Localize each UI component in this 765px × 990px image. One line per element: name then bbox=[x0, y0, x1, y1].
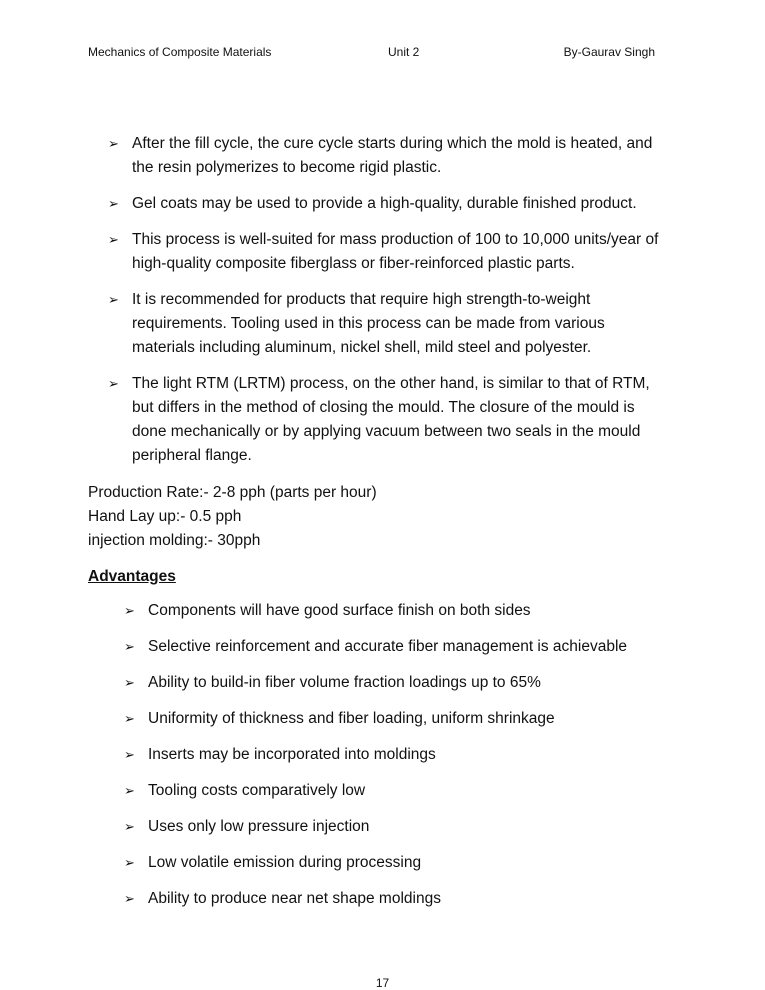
list-item bbox=[124, 635, 684, 659]
advantages-heading: Advantages bbox=[88, 568, 176, 585]
arrow-bullet-icon: ➢ bbox=[108, 292, 119, 307]
header-author: By-Gaurav Singh bbox=[563, 45, 655, 59]
arrow-bullet-icon: ➢ bbox=[108, 136, 119, 151]
list-item bbox=[124, 707, 684, 731]
arrow-bullet-icon: ➢ bbox=[124, 783, 135, 798]
production-rate-line: Production Rate:- 2-8 pph (parts per hour) bbox=[88, 484, 377, 501]
list-item bbox=[108, 132, 668, 180]
hand-lay-up-rate-line: Hand Lay up:- 0.5 pph bbox=[88, 508, 242, 525]
header-unit: Unit 2 bbox=[388, 45, 420, 59]
arrow-bullet-icon: ➢ bbox=[108, 196, 119, 211]
arrow-bullet-icon: ➢ bbox=[108, 232, 119, 247]
list-item bbox=[108, 228, 668, 276]
arrow-bullet-icon: ➢ bbox=[124, 855, 135, 870]
arrow-bullet-icon: ➢ bbox=[124, 891, 135, 906]
list-item-text: Inserts may be incorporated into moldings bbox=[148, 746, 436, 763]
arrow-bullet-icon: ➢ bbox=[124, 675, 135, 690]
arrow-bullet-icon: ➢ bbox=[108, 376, 119, 391]
list-item bbox=[108, 372, 668, 468]
arrow-bullet-icon: ➢ bbox=[124, 819, 135, 834]
list-item bbox=[124, 851, 684, 875]
page-number: 17 bbox=[375, 976, 390, 990]
list-item-text: Uses only low pressure injection bbox=[148, 818, 370, 835]
list-item-text: After the fill cycle, the cure cycle starts during which the mold is heated, and the resin polymerizes to become rigid plastic. bbox=[132, 135, 653, 176]
list-item-text: Ability to produce near net shape moldings bbox=[148, 890, 441, 907]
list-item-text: Tooling costs comparatively low bbox=[148, 782, 366, 799]
list-item bbox=[124, 779, 684, 803]
arrow-bullet-icon: ➢ bbox=[124, 747, 135, 762]
list-item bbox=[108, 192, 668, 216]
production-rates bbox=[88, 481, 377, 553]
list-item bbox=[124, 599, 684, 623]
list-item-text: The light RTM (LRTM) process, on the other hand, is similar to that of RTM, but differs in the method of closing the mould. The closure of the mould is done mechanically or by applying vacuum between two seals in the mould peripheral flange. bbox=[132, 375, 650, 464]
process-bullet-list bbox=[108, 132, 668, 480]
list-item bbox=[108, 288, 668, 360]
list-item bbox=[124, 815, 684, 839]
list-item bbox=[124, 887, 684, 911]
list-item-text: Selective reinforcement and accurate fiber management is achievable bbox=[148, 638, 628, 655]
list-item bbox=[124, 743, 684, 767]
advantages-bullet-list bbox=[124, 599, 684, 923]
injection-molding-rate-line: injection molding:- 30pph bbox=[88, 532, 261, 549]
list-item bbox=[124, 671, 684, 695]
arrow-bullet-icon: ➢ bbox=[124, 711, 135, 726]
arrow-bullet-icon: ➢ bbox=[124, 639, 135, 654]
list-item-text: It is recommended for products that require high strength-to-weight requirements. Tooling used in this process can be made from various materials including aluminum, nickel shell, mild steel and polyester. bbox=[132, 291, 605, 356]
header-course-title: Mechanics of Composite Materials bbox=[88, 45, 272, 59]
list-item-text: This process is well-suited for mass production of 100 to 10,000 units/year of high-quality composite fiberglass or fiber-reinforced plastic parts. bbox=[132, 231, 659, 272]
list-item-text: Low volatile emission during processing bbox=[148, 854, 422, 871]
arrow-bullet-icon: ➢ bbox=[124, 603, 135, 618]
list-item-text: Components will have good surface finish on both sides bbox=[148, 602, 531, 619]
list-item-text: Gel coats may be used to provide a high-quality, durable finished product. bbox=[132, 195, 637, 212]
list-item-text: Ability to build-in fiber volume fraction loadings up to 65% bbox=[148, 674, 541, 691]
page-header bbox=[0, 45, 765, 65]
list-item-text: Uniformity of thickness and fiber loading, uniform shrinkage bbox=[148, 710, 555, 727]
